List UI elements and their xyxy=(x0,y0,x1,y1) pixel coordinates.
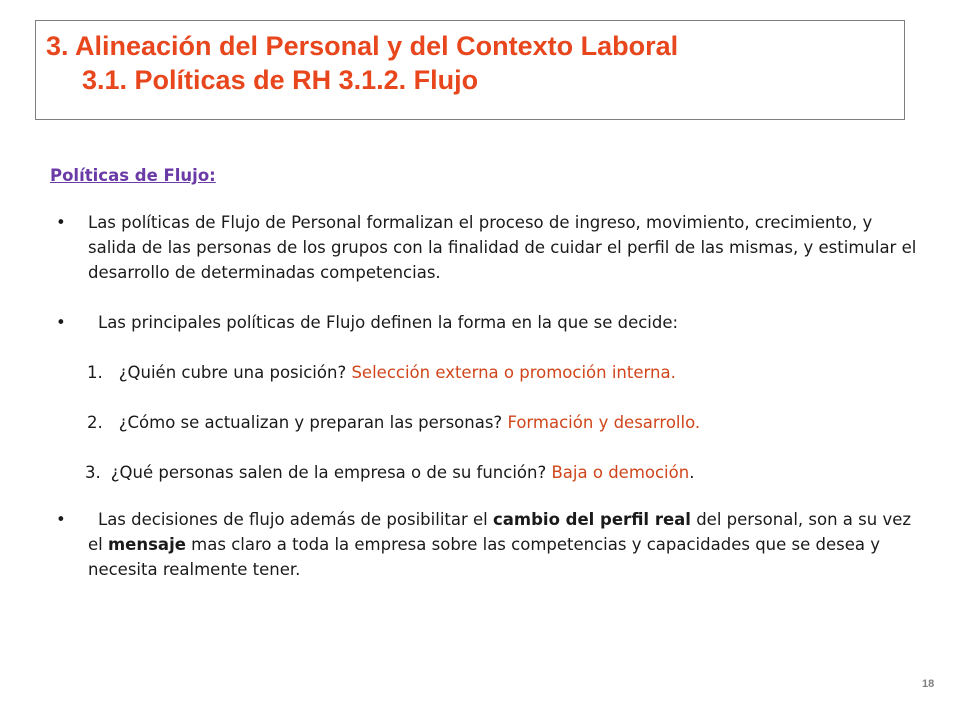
slide-title: 3. Alineación del Personal y del Contexto Laboral xyxy=(46,31,679,61)
bullet-text-after: mas claro a toda la empresa sobre las competencias y capacidades que se desea y necesita realmente tener. xyxy=(88,535,881,579)
item-number: 3. xyxy=(85,463,101,482)
title-box xyxy=(35,20,905,120)
bullet-text: Las principales políticas de Flujo definen la forma en la que se decide: xyxy=(98,313,679,332)
bullet-item-2 xyxy=(50,310,920,335)
numbered-item-1 xyxy=(50,360,920,385)
item-question: ¿Cómo se actualizan y preparan las personas? xyxy=(118,413,508,432)
bullet-item-3 xyxy=(50,507,920,582)
item-question: ¿Quién cubre una posición? xyxy=(118,363,352,382)
item-answer: Baja o democión xyxy=(551,463,690,482)
item-answer: Formación y desarrollo. xyxy=(507,413,701,432)
bullet-bold-1: cambio del perfil real xyxy=(493,510,691,529)
bullet-item-1 xyxy=(50,210,920,285)
item-number: 2. xyxy=(87,413,103,432)
bullet-marker: • xyxy=(56,213,66,232)
slide-body xyxy=(50,163,920,582)
numbered-item-3 xyxy=(50,460,920,485)
bullet-text-before: Las decisiones de flujo además de posibilitar el xyxy=(98,510,493,529)
bullet-marker: • xyxy=(56,510,66,529)
item-answer: Selección externa o promoción interna. xyxy=(351,363,676,382)
bullet-text-middle: del personal, son a su vez el xyxy=(88,510,912,554)
item-question: ¿Qué personas salen de la empresa o de su función? xyxy=(110,463,552,482)
item-number: 1. xyxy=(87,363,103,382)
bullet-bold-2: mensaje xyxy=(107,535,186,554)
slide-subtitle: 3.1. Políticas de RH 3.1.2. Flujo xyxy=(82,65,479,95)
bullet-marker: • xyxy=(56,313,66,332)
page-number: 18 xyxy=(922,678,935,690)
item-tail: . xyxy=(689,463,695,482)
section-heading: Políticas de Flujo: xyxy=(50,166,216,185)
numbered-item-2 xyxy=(50,410,920,435)
bullet-text: Las políticas de Flujo de Personal formalizan el proceso de ingreso, movimiento, crecimiento, y salida de las personas de los grupos con la finalidad de cuidar el perfil de las mismas, y estimular el desarrollo de determinadas competencias. xyxy=(88,213,917,282)
